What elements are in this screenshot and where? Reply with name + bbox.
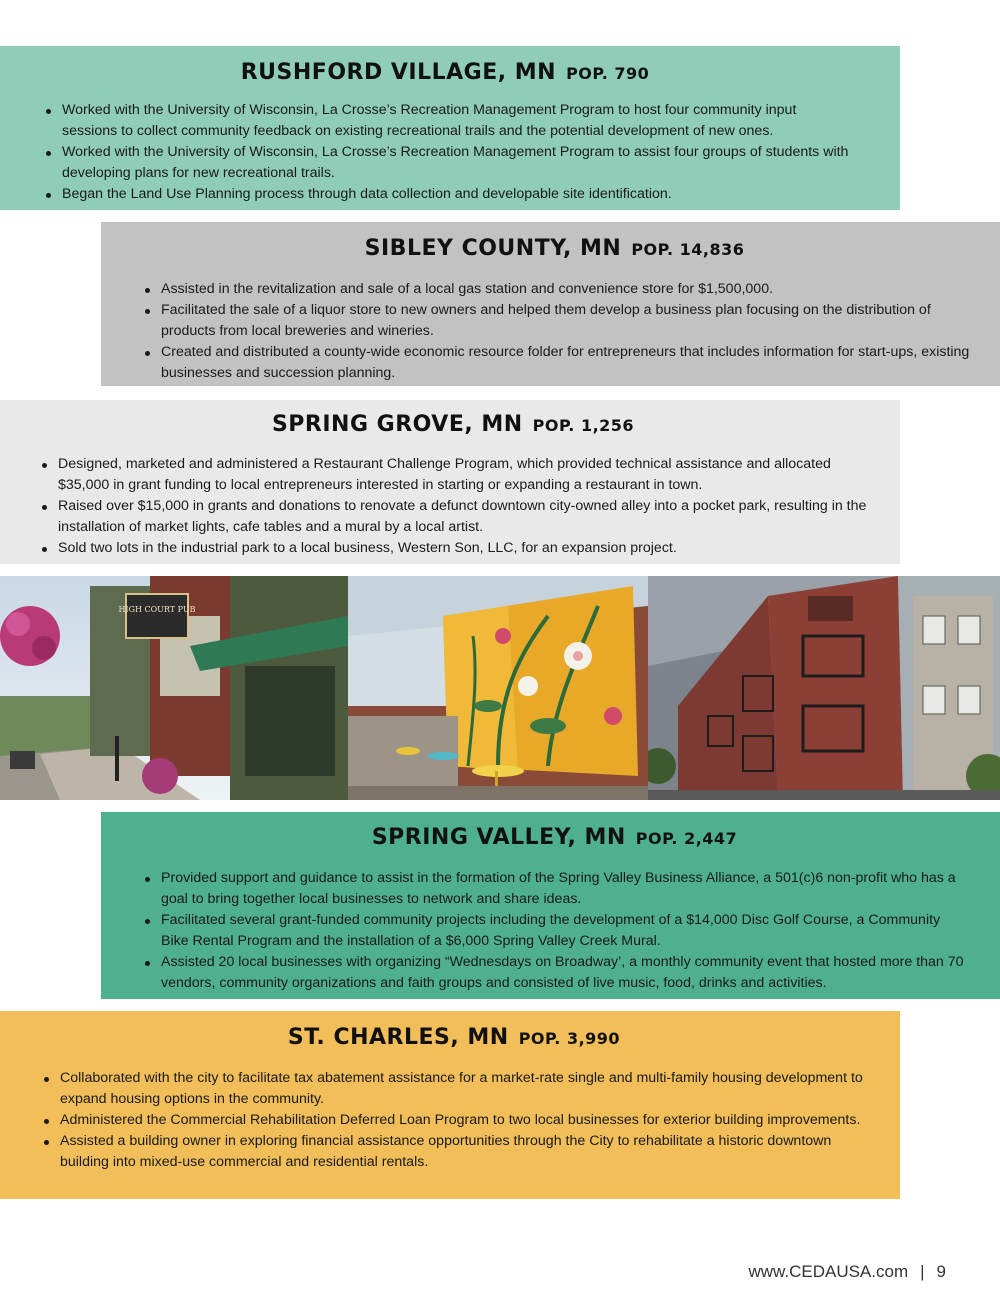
list-item: Assisted a building owner in exploring financial assistance opportunities through the City to rehabilitate a historic downtown building into mixed-use commercial and residential rentals. [60,1131,870,1173]
footer-separator: | [920,1262,925,1281]
section-title-text: RUSHFORD VILLAGE, MN [240,60,557,85]
section-rushford-village [0,46,900,210]
list-item: Administered the Commercial Rehabilitation Deferred Loan Program to two local businesses for exterior building improvements. [60,1110,870,1131]
bullet-list [139,279,970,384]
bullet-list [38,1068,870,1173]
page-footer [748,1262,946,1282]
downtown-street-photo [0,576,348,800]
list-item: Facilitated the sale of a liquor store to new owners and helped them develop a business plan focusing on the distribution of products from local breweries and wineries. [161,300,970,342]
population: POP. 2,447 [635,829,738,848]
section-title-text: SPRING VALLEY, MN [371,825,626,850]
list-item: Worked with the University of Wisconsin, La Crosse’s Recreation Management Program to host four community input sessions to collect community feedback on existing recreational trails and the potential development of new ones. [62,100,850,142]
alley-mural-illustration [348,576,648,800]
section-st-charles [0,1011,900,1199]
list-item: Facilitated several grant-funded community projects including the development of a $14,000 Disc Golf Course, a Community Bike Rental Program and the installation of a $6,000 Spring Valley Creek Mural. [161,910,970,952]
apartment-building-photo [648,576,1000,800]
section-title [36,410,870,441]
list-item: Worked with the University of Wisconsin, La Crosse’s Recreation Management Program to assist four groups of students with developing plans for new recreational trails. [62,142,850,184]
bullet-list [40,100,850,205]
population: POP. 790 [566,64,650,83]
section-title [139,823,970,854]
list-item: Sold two lots in the industrial park to a local business, Western Son, LLC, for an expansion project. [58,538,870,559]
apartment-building-illustration [648,576,1000,800]
bullet-list [36,454,870,559]
section-title-text: SPRING GROVE, MN [271,412,523,437]
population: POP. 14,836 [631,240,745,259]
section-title-text: ST. CHARLES, MN [287,1025,509,1050]
bullet-list [139,868,970,994]
section-title [40,58,850,89]
website-link[interactable]: www.CEDAUSA.com [748,1262,909,1281]
list-item: Collaborated with the city to facilitate tax abatement assistance for a market-rate single and multi-family housing development to expand housing options in the community. [60,1068,870,1110]
list-item: Assisted in the revitalization and sale of a local gas station and convenience store for $1,500,000. [161,279,970,300]
list-item: Designed, marketed and administered a Restaurant Challenge Program, which provided technical assistance and allocated $35,000 in grant funding to local entrepreneurs interested in starting or expanding a restaurant in town. [58,454,870,496]
photo-strip [0,576,1000,800]
list-item: Raised over $15,000 in grants and donations to renovate a defunct downtown city-owned alley into a pocket park, resulting in the installation of market lights, cafe tables and a mural by a local artist. [58,496,870,538]
population: POP. 3,990 [518,1029,621,1048]
pub-sign-text: HIGH COURT PUB [118,605,196,614]
downtown-street-illustration [0,576,348,800]
list-item: Assisted 20 local businesses with organizing “Wednesdays on Broadway’, a monthly community event that hosted more than 70 vendors, community organizations and faith groups and consisted of live music, food, drinks and activities. [161,952,970,994]
section-spring-grove [0,400,900,564]
section-title [38,1023,870,1054]
list-item: Provided support and guidance to assist in the formation of the Spring Valley Business Alliance, a 501(c)6 non-profit who has a goal to bring together local businesses to network and share ideas. [161,868,970,910]
list-item: Began the Land Use Planning process through data collection and developable site identification. [62,184,850,205]
section-title-text: SIBLEY COUNTY, MN [364,236,622,261]
page-number: 9 [936,1262,946,1281]
population: POP. 1,256 [532,416,635,435]
list-item: Created and distributed a county-wide economic resource folder for entrepreneurs that includes information for start-ups, existing businesses and succession planning. [161,342,970,384]
alley-mural-photo [348,576,648,800]
section-title [139,234,970,265]
section-spring-valley [101,812,1000,999]
section-sibley-county [101,222,1000,386]
